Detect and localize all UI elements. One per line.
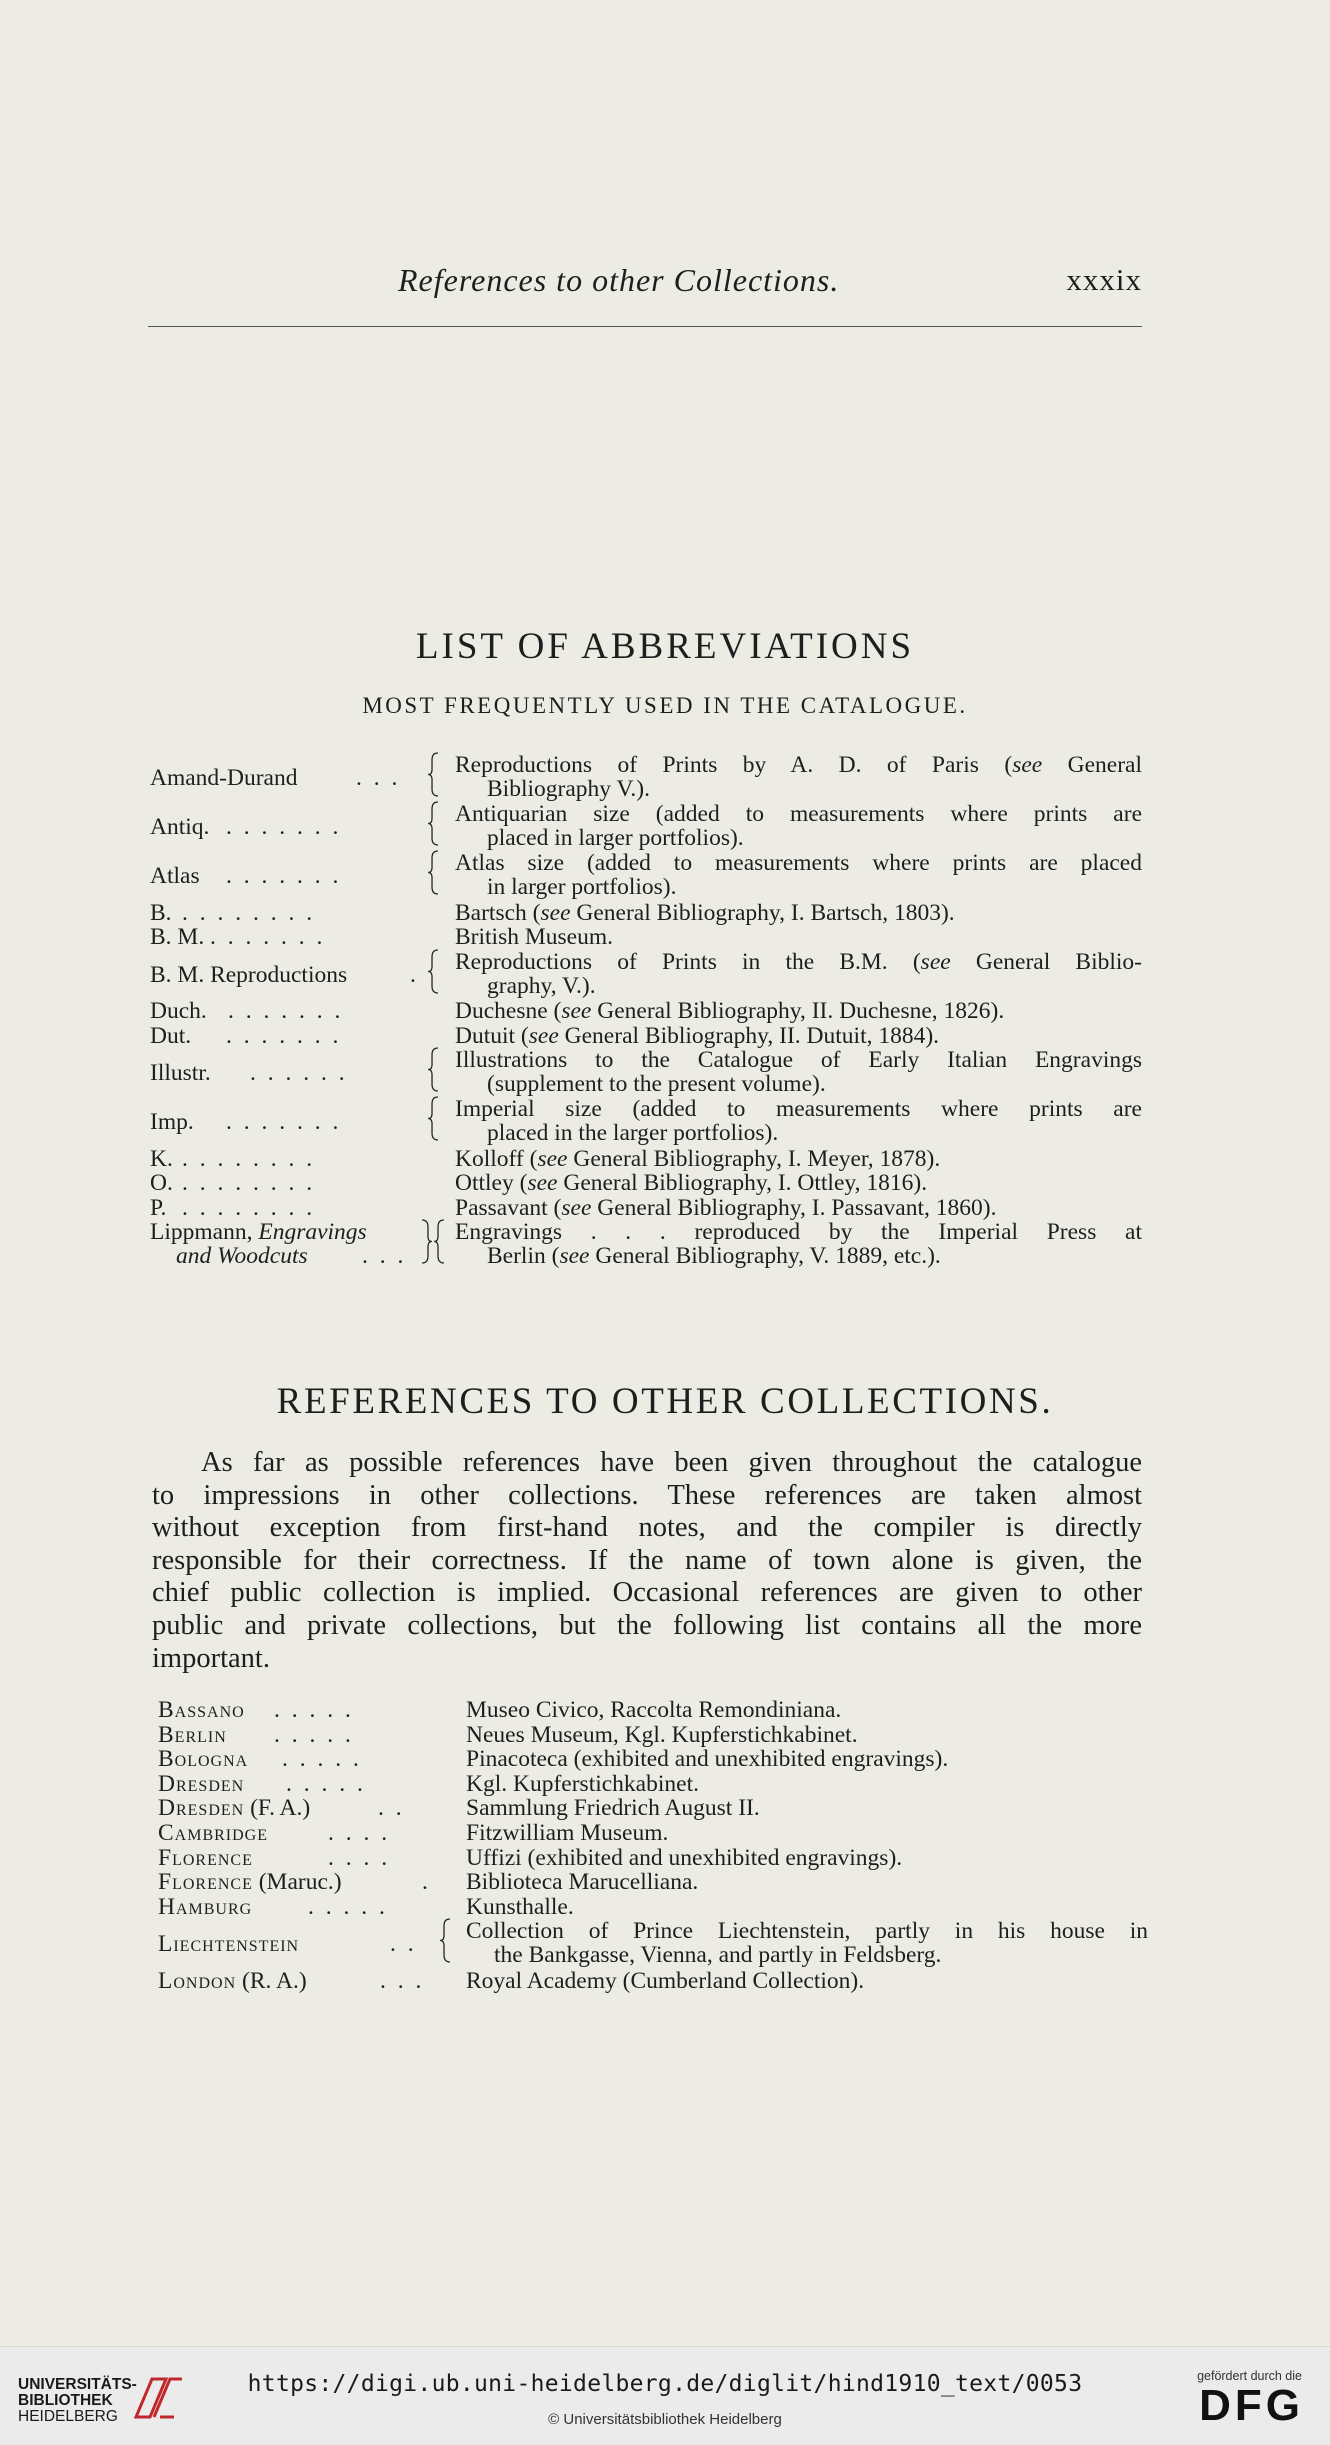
collection-row: Hamburg . . . . . Kunsthalle.: [158, 1894, 1148, 1919]
abbreviation-term: B. M.: [150, 924, 205, 951]
abbreviation-row: Amand-Durand . . . Reproductions of Prints by A. D. of Paris (see General Bibliography V.).: [150, 752, 1142, 802]
abbreviation-definition: Reproductions of Prints in the B.M. (see General Biblio-: [455, 948, 1142, 975]
abbreviation-row: Dut. . . . . . . . Dutuit (see General Bibliography, II. Dutuit, 1884).: [148, 1023, 1142, 1048]
paragraph-line: responsible for their correctness. If the name of town alone is given, the: [152, 1544, 1142, 1576]
abbreviation-row: Imp. . . . . . . . Imperial size (added to measurements where prints are placed in the larger portfolios).: [150, 1096, 1142, 1147]
abbreviation-term: B. M. Reproductions: [150, 961, 348, 988]
abbreviations-subtitle: MOST FREQUENTLY USED IN THE CATALOGUE.: [362, 693, 968, 718]
paragraph-line: important.: [152, 1642, 270, 1674]
references-title: REFERENCES TO OTHER COLLECTIONS.: [276, 1381, 1054, 1422]
abbreviation-term: Illustr.: [150, 1060, 211, 1087]
abbreviation-row: P. . . . . . . . . Passavant (see General Bibliography, I. Passavant, 1860).: [148, 1195, 1142, 1220]
abbreviation-row: Atlas . . . . . . . Atlas size (added to measurements where prints are placed in larger portfolios).: [150, 850, 1142, 901]
abbreviation-definition: Atlas size (added to measurements where prints are placed: [455, 850, 1142, 877]
permalink-url[interactable]: https://digi.ub.uni-heidelberg.de/diglit/hind1910_text/0053: [247, 2371, 1083, 2397]
abbreviation-definition: Reproductions of Prints by A. D. of Paris (see General: [455, 752, 1142, 778]
abbreviation-definition: Bibliography V.).: [487, 776, 650, 802]
abbreviations-title: LIST OF ABBREVIATIONS: [415, 626, 915, 667]
abbreviation-definition: British Museum.: [455, 924, 613, 951]
copyright-notice: © Universitätsbibliothek Heidelberg: [548, 2411, 782, 2428]
header-rule: [148, 326, 1142, 327]
abbreviation-definition: Berlin (see General Bibliography, V. 1889, etc.).: [487, 1243, 941, 1270]
collections-list: [158, 1697, 1148, 1992]
collection-row: Liechtenstein . . Collection of Prince Liechtenstein, partly in his house in the Bankgasse, Vienna, and partly in Feldsberg.: [158, 1918, 1148, 1969]
abbreviations-list: [148, 752, 1142, 1268]
collection-place: Florence: [158, 1844, 253, 1871]
abbreviation-definition: Dutuit (see General Bibliography, II. Dutuit, 1884).: [455, 1022, 940, 1049]
collection-place: Bologna: [158, 1746, 249, 1773]
collection-place: Dresden (F. A.): [158, 1795, 311, 1822]
abbreviation-term: Amand-Durand: [150, 765, 298, 791]
abbreviation-definition: Ottley (see General Bibliography, I. Ottley, 1816).: [455, 1170, 928, 1197]
collection-place: London (R. A.): [158, 1967, 307, 1994]
collection-place: Berlin: [158, 1721, 227, 1748]
viewer-footer: [0, 2346, 1330, 2445]
brace-mark: [432, 1219, 446, 1264]
abbreviation-term: and Woodcuts: [176, 1243, 308, 1270]
abbreviation-row: Lippmann, Engravings and Woodcuts . . . Engravings . . . reproduced by the Imperial Press at Berlin (see General Bibliography, V. 1889, etc.).: [150, 1219, 1142, 1270]
brace-mark: [426, 801, 440, 846]
abbreviation-term: P.: [150, 1194, 167, 1221]
collection-place: Cambridge: [158, 1819, 269, 1846]
abbreviation-term: K.: [150, 1145, 173, 1172]
collection-name: Neues Museum, Kgl. Kupferstichkabinet.: [466, 1721, 858, 1748]
library-logo-line: BIBLIOTHEK: [18, 2392, 113, 2409]
library-logo-line: HEIDELBERG: [18, 2408, 118, 2425]
page-number: xxxix: [1066, 262, 1142, 297]
abbreviation-definition: Engravings . . . reproduced by the Imperial Press at: [455, 1219, 1142, 1246]
collection-name: Museo Civico, Raccolta Remondiniana.: [466, 1697, 842, 1723]
abbreviation-term: Imp.: [150, 1109, 194, 1136]
abbreviation-row: Illustr. . . . . . . Illustrations to the Catalogue of Early Italian Engravings (supplement to the present volume).: [150, 1047, 1142, 1098]
collection-name: Kgl. Kupferstichkabinet.: [466, 1770, 699, 1797]
abbreviation-term: Dut.: [150, 1022, 192, 1049]
abbreviation-term: Lippmann, Engravings: [150, 1219, 367, 1246]
abbreviation-row: Duch. . . . . . . . Duchesne (see General Bibliography, II. Duchesne, 1826).: [148, 998, 1142, 1023]
collection-name: Biblioteca Marucelliana.: [466, 1869, 699, 1896]
abbreviation-row: B. M. . . . . . . . British Museum.: [148, 924, 1142, 949]
abbreviation-term: B.: [150, 899, 172, 926]
collection-row: Florence (Maruc.) . Biblioteca Marucelliana.: [158, 1869, 1148, 1894]
abbreviation-definition: Bartsch (see General Bibliography, I. Bartsch, 1803).: [455, 899, 955, 926]
collection-name: Fitzwilliam Museum.: [466, 1819, 669, 1846]
collection-place: Liechtenstein: [158, 1931, 300, 1958]
paragraph-line: to impressions in other collections. These references are taken almost: [152, 1479, 1142, 1511]
paragraph-line: public and private collections, but the following list contains all the more: [152, 1609, 1142, 1641]
library-logo-line: UNIVERSITÄTS-: [18, 2376, 137, 2393]
dfg-logo[interactable]: DFG: [1199, 2381, 1304, 2430]
paragraph-line: without exception from first-hand notes, and the compiler is directly: [152, 1512, 1142, 1544]
references-paragraph: [152, 1447, 1142, 1675]
paragraph-line: As far as possible references have been given throughout the catalogue: [201, 1447, 1142, 1478]
funder-label: gefördert durch die: [1197, 2369, 1302, 2383]
collection-name: Pinacoteca (exhibited and unexhibited engravings).: [466, 1746, 949, 1773]
collection-name: Royal Academy (Cumberland Collection).: [466, 1967, 865, 1994]
collection-name: Kunsthalle.: [466, 1893, 574, 1920]
brace-mark: [438, 1918, 452, 1963]
collection-row: Bassano . . . . . Museo Civico, Raccolta Remondiniana.: [158, 1697, 1148, 1722]
abbreviation-definition: Kolloff (see General Bibliography, I. Meyer, 1878).: [455, 1145, 941, 1172]
collection-row: Dresden (F. A.) . . Sammlung Friedrich August II.: [158, 1795, 1148, 1820]
abbreviation-definition: Illustrations to the Catalogue of Early Italian Engravings: [455, 1047, 1142, 1074]
collection-row: Bologna . . . . . Pinacoteca (exhibited and unexhibited engravings).: [158, 1746, 1148, 1771]
abbreviation-row: K. . . . . . . . . Kolloff (see General Bibliography, I. Meyer, 1878).: [148, 1146, 1142, 1171]
collection-name: Sammlung Friedrich August II.: [466, 1795, 760, 1822]
collection-row: Dresden . . . . . Kgl. Kupferstichkabinet.: [158, 1771, 1148, 1796]
collection-row: Berlin . . . . . Neues Museum, Kgl. Kupferstichkabinet.: [158, 1722, 1148, 1747]
abbreviation-definition: placed in larger portfolios).: [487, 825, 744, 852]
abbreviation-term: Antiq.: [150, 814, 210, 841]
paragraph-line: chief public collection is implied. Occasional references are given to other: [152, 1577, 1142, 1609]
collection-name: Uffizi (exhibited and unexhibited engravings).: [466, 1844, 903, 1871]
brace-mark: [426, 1047, 440, 1092]
collection-place: Florence (Maruc.): [158, 1869, 342, 1896]
running-title: References to other Collections.: [398, 262, 840, 298]
brace-mark: [426, 850, 440, 895]
abbreviation-row: O. . . . . . . . . Ottley (see General Bibliography, I. Ottley, 1816).: [148, 1170, 1142, 1195]
abbreviation-term: Atlas: [150, 863, 200, 890]
collection-place: Hamburg: [158, 1893, 253, 1920]
abbreviation-term: O.: [150, 1170, 173, 1197]
abbreviation-definition: Passavant (see General Bibliography, I. Passavant, 1860).: [455, 1194, 997, 1221]
page-header: [148, 262, 1142, 302]
abbreviation-definition: Imperial size (added to measurements where prints are: [455, 1096, 1142, 1123]
collection-row: Florence . . . . Uffizi (exhibited and unexhibited engravings).: [158, 1845, 1148, 1870]
brace-mark: [426, 752, 440, 797]
collection-name: the Bankgasse, Vienna, and partly in Feldsberg.: [494, 1942, 942, 1969]
abbreviation-definition: (supplement to the present volume).: [487, 1071, 826, 1098]
abbreviation-definition: placed in the larger portfolios).: [487, 1120, 779, 1147]
abbreviation-definition: Duchesne (see General Bibliography, II. Duchesne, 1826).: [455, 997, 1005, 1024]
abbreviation-definition: Antiquarian size (added to measurements where prints are: [455, 801, 1142, 828]
abbreviation-row: Antiq. . . . . . . . Antiquarian size (added to measurements where prints are placed in larger portfolios).: [150, 801, 1142, 852]
abbreviation-definition: in larger portfolios).: [487, 874, 677, 901]
brace-mark: [426, 949, 440, 994]
collection-row: London (R. A.) . . . Royal Academy (Cumberland Collection).: [158, 1968, 1148, 1993]
collection-place: Dresden: [158, 1770, 245, 1797]
abbreviation-definition: graphy, V.).: [487, 972, 596, 999]
brace-mark: [426, 1096, 440, 1141]
collection-name: Collection of Prince Liechtenstein, partly in his house in: [466, 1918, 1148, 1945]
collection-row: Cambridge . . . . Fitzwilliam Museum.: [158, 1820, 1148, 1845]
abbreviation-row: B. M. Reproductions . Reproductions of Prints in the B.M. (see General Biblio- graphy, V.).: [150, 948, 1142, 999]
abbreviation-term: Duch.: [150, 997, 207, 1024]
abbreviation-row: B. . . . . . . . . Bartsch (see General Bibliography, I. Bartsch, 1803).: [148, 900, 1142, 925]
collection-place: Bassano: [158, 1697, 245, 1723]
